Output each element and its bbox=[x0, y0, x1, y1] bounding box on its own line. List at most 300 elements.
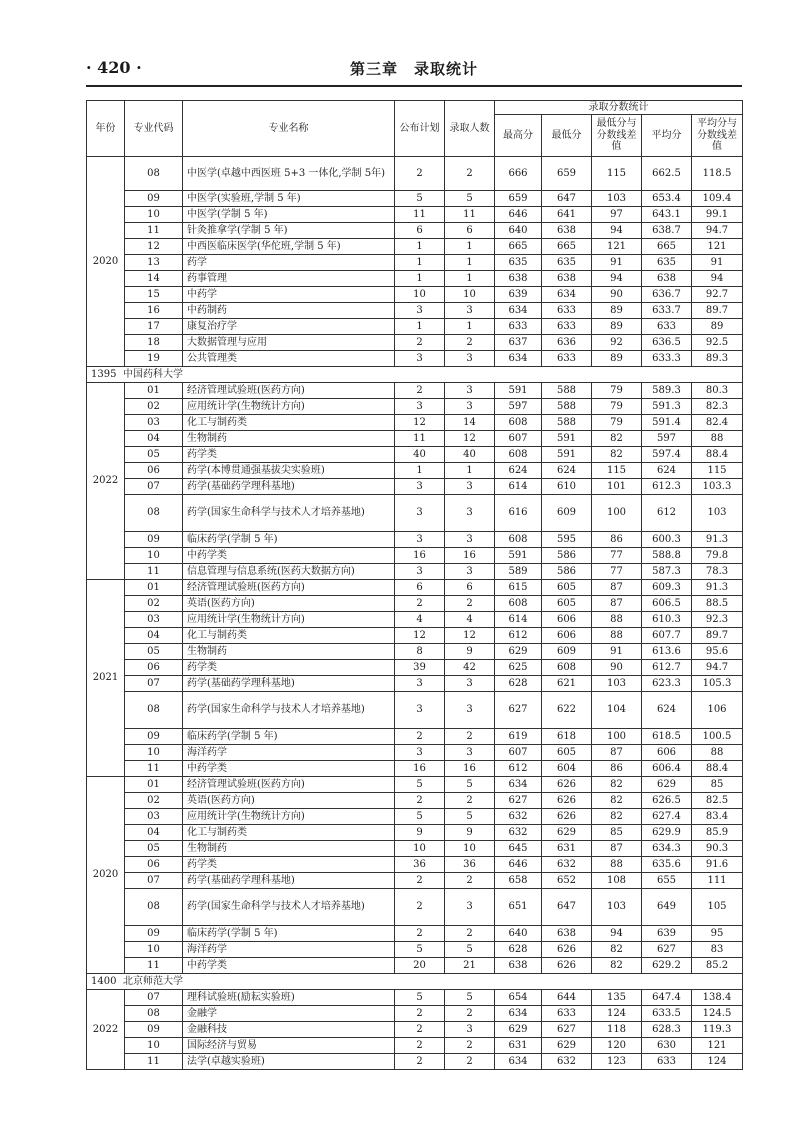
table-row bbox=[87, 399, 743, 415]
major-name-cell: 化工与制药类 bbox=[183, 415, 395, 431]
major-code-cell: 11 bbox=[125, 761, 183, 777]
major-name-cell: 康复治疗学 bbox=[183, 319, 395, 335]
plan-cell: 16 bbox=[395, 761, 445, 777]
avg-score-cell: 649 bbox=[642, 889, 692, 926]
admitted-cell: 3 bbox=[445, 692, 495, 729]
max-score-cell: 638 bbox=[495, 958, 542, 974]
table-row bbox=[87, 580, 743, 596]
major-name-cell: 药学类 bbox=[183, 660, 395, 676]
table-row bbox=[87, 191, 743, 207]
min-score-cell: 647 bbox=[542, 889, 592, 926]
plan-cell: 2 bbox=[395, 889, 445, 926]
major-code-cell: 11 bbox=[125, 564, 183, 580]
major-code-cell: 01 bbox=[125, 777, 183, 793]
min-diff-cell: 120 bbox=[592, 1038, 642, 1054]
admitted-cell: 6 bbox=[445, 223, 495, 239]
max-score-cell: 659 bbox=[495, 191, 542, 207]
admitted-cell: 3 bbox=[445, 564, 495, 580]
table-row bbox=[87, 564, 743, 580]
major-code-cell: 06 bbox=[125, 463, 183, 479]
max-score-cell: 634 bbox=[495, 777, 542, 793]
major-name-cell: 海洋药学 bbox=[183, 745, 395, 761]
avg-diff-cell: 91 bbox=[692, 255, 743, 271]
chapter-title: 第三章 录取统计 bbox=[349, 60, 478, 78]
min-score-cell: 633 bbox=[542, 1006, 592, 1022]
avg-score-cell: 597 bbox=[642, 431, 692, 447]
major-code-cell: 07 bbox=[125, 676, 183, 692]
admitted-cell: 2 bbox=[445, 335, 495, 351]
min-score-cell: 629 bbox=[542, 825, 592, 841]
major-code-cell: 14 bbox=[125, 271, 183, 287]
max-score-cell: 612 bbox=[495, 628, 542, 644]
admitted-cell: 9 bbox=[445, 644, 495, 660]
min-diff-cell: 87 bbox=[592, 841, 642, 857]
major-code-cell: 17 bbox=[125, 319, 183, 335]
table-row bbox=[87, 1054, 743, 1070]
major-code-cell: 02 bbox=[125, 793, 183, 809]
major-name-cell: 中医学(学制 5 年) bbox=[183, 207, 395, 223]
avg-diff-cell: 91.3 bbox=[692, 532, 743, 548]
table-row bbox=[87, 628, 743, 644]
admitted-cell: 5 bbox=[445, 942, 495, 958]
avg-diff-cell: 121 bbox=[692, 239, 743, 255]
major-code-cell: 04 bbox=[125, 431, 183, 447]
avg-score-cell: 591.4 bbox=[642, 415, 692, 431]
avg-diff-cell: 88 bbox=[692, 431, 743, 447]
header-rule bbox=[86, 85, 742, 87]
min-score-cell: 638 bbox=[542, 223, 592, 239]
min-score-cell: 605 bbox=[542, 596, 592, 612]
max-score-cell: 629 bbox=[495, 644, 542, 660]
min-score-cell: 626 bbox=[542, 958, 592, 974]
plan-cell: 6 bbox=[395, 223, 445, 239]
admitted-cell: 14 bbox=[445, 415, 495, 431]
min-diff-cell: 86 bbox=[592, 761, 642, 777]
min-diff-cell: 87 bbox=[592, 580, 642, 596]
plan-cell: 40 bbox=[395, 447, 445, 463]
major-code-cell: 06 bbox=[125, 660, 183, 676]
max-score-cell: 634 bbox=[495, 1006, 542, 1022]
min-diff-cell: 92 bbox=[592, 335, 642, 351]
min-score-cell: 633 bbox=[542, 351, 592, 367]
max-score-cell: 640 bbox=[495, 926, 542, 942]
plan-cell: 1 bbox=[395, 271, 445, 287]
plan-cell: 2 bbox=[395, 1054, 445, 1070]
avg-diff-cell: 100.5 bbox=[692, 729, 743, 745]
avg-score-cell: 629 bbox=[642, 777, 692, 793]
min-diff-cell: 89 bbox=[592, 351, 642, 367]
col-max: 最高分 bbox=[495, 115, 542, 157]
major-code-cell: 10 bbox=[125, 207, 183, 223]
avg-score-cell: 600.3 bbox=[642, 532, 692, 548]
min-diff-cell: 79 bbox=[592, 383, 642, 399]
avg-score-cell: 634.3 bbox=[642, 841, 692, 857]
min-diff-cell: 82 bbox=[592, 809, 642, 825]
admitted-cell: 42 bbox=[445, 660, 495, 676]
col-major-name: 专业名称 bbox=[183, 101, 395, 157]
major-name-cell: 应用统计学(生物统计方向) bbox=[183, 612, 395, 628]
max-score-cell: 624 bbox=[495, 463, 542, 479]
col-min-diff: 最低分与分数线差值 bbox=[592, 115, 642, 157]
col-avg-diff: 平均分与分数线差值 bbox=[692, 115, 743, 157]
major-code-cell: 05 bbox=[125, 841, 183, 857]
min-score-cell: 659 bbox=[542, 157, 592, 191]
plan-cell: 10 bbox=[395, 841, 445, 857]
min-score-cell: 638 bbox=[542, 271, 592, 287]
plan-cell: 2 bbox=[395, 1022, 445, 1038]
max-score-cell: 645 bbox=[495, 841, 542, 857]
avg-diff-cell: 109.4 bbox=[692, 191, 743, 207]
avg-score-cell: 639 bbox=[642, 926, 692, 942]
table-row bbox=[87, 926, 743, 942]
min-diff-cell: 87 bbox=[592, 596, 642, 612]
avg-diff-cell: 111 bbox=[692, 873, 743, 889]
school-name: 中国药科大学 bbox=[123, 368, 183, 380]
max-score-cell: 614 bbox=[495, 479, 542, 495]
major-code-cell: 03 bbox=[125, 612, 183, 628]
min-score-cell: 632 bbox=[542, 857, 592, 873]
plan-cell: 2 bbox=[395, 1038, 445, 1054]
max-score-cell: 612 bbox=[495, 761, 542, 777]
max-score-cell: 589 bbox=[495, 564, 542, 580]
admitted-cell: 1 bbox=[445, 319, 495, 335]
max-score-cell: 637 bbox=[495, 335, 542, 351]
min-score-cell: 618 bbox=[542, 729, 592, 745]
major-code-cell: 18 bbox=[125, 335, 183, 351]
major-code-cell: 11 bbox=[125, 958, 183, 974]
plan-cell: 2 bbox=[395, 1006, 445, 1022]
plan-cell: 12 bbox=[395, 628, 445, 644]
table-row bbox=[87, 660, 743, 676]
admitted-cell: 12 bbox=[445, 628, 495, 644]
min-score-cell: 604 bbox=[542, 761, 592, 777]
min-score-cell: 586 bbox=[542, 564, 592, 580]
max-score-cell: 651 bbox=[495, 889, 542, 926]
table-row bbox=[87, 958, 743, 974]
max-score-cell: 597 bbox=[495, 399, 542, 415]
table-row bbox=[87, 676, 743, 692]
plan-cell: 20 bbox=[395, 958, 445, 974]
major-name-cell: 药学(基础药学理科基地) bbox=[183, 873, 395, 889]
min-diff-cell: 85 bbox=[592, 825, 642, 841]
min-diff-cell: 123 bbox=[592, 1054, 642, 1070]
year-cell: 2022 bbox=[87, 383, 125, 580]
min-diff-cell: 82 bbox=[592, 777, 642, 793]
major-name-cell: 生物制药 bbox=[183, 644, 395, 660]
avg-score-cell: 627.4 bbox=[642, 809, 692, 825]
avg-score-cell: 609.3 bbox=[642, 580, 692, 596]
table-row bbox=[87, 761, 743, 777]
max-score-cell: 631 bbox=[495, 1038, 542, 1054]
admitted-cell: 4 bbox=[445, 612, 495, 628]
avg-diff-cell: 78.3 bbox=[692, 564, 743, 580]
major-name-cell: 临床药学(学制 5 年) bbox=[183, 729, 395, 745]
major-name-cell: 中药学类 bbox=[183, 548, 395, 564]
major-name-cell: 药学 bbox=[183, 255, 395, 271]
min-score-cell: 608 bbox=[542, 660, 592, 676]
max-score-cell: 646 bbox=[495, 207, 542, 223]
plan-cell: 11 bbox=[395, 207, 445, 223]
min-diff-cell: 88 bbox=[592, 628, 642, 644]
plan-cell: 3 bbox=[395, 479, 445, 495]
table-row bbox=[87, 809, 743, 825]
avg-score-cell: 629.9 bbox=[642, 825, 692, 841]
avg-score-cell: 636.5 bbox=[642, 335, 692, 351]
plan-cell: 3 bbox=[395, 676, 445, 692]
table-row bbox=[87, 644, 743, 660]
major-name-cell: 药学类 bbox=[183, 857, 395, 873]
major-name-cell: 英语(医药方向) bbox=[183, 596, 395, 612]
min-score-cell: 624 bbox=[542, 463, 592, 479]
plan-cell: 3 bbox=[395, 303, 445, 319]
avg-score-cell: 624 bbox=[642, 692, 692, 729]
avg-diff-cell: 83 bbox=[692, 942, 743, 958]
major-code-cell: 08 bbox=[125, 889, 183, 926]
min-score-cell: 627 bbox=[542, 1022, 592, 1038]
table-row bbox=[87, 303, 743, 319]
admitted-cell: 3 bbox=[445, 383, 495, 399]
major-code-cell: 08 bbox=[125, 1006, 183, 1022]
min-score-cell: 626 bbox=[542, 777, 592, 793]
avg-diff-cell: 91.6 bbox=[692, 857, 743, 873]
plan-cell: 4 bbox=[395, 612, 445, 628]
max-score-cell: 627 bbox=[495, 793, 542, 809]
max-score-cell: 607 bbox=[495, 745, 542, 761]
avg-score-cell: 606.5 bbox=[642, 596, 692, 612]
major-name-cell: 信息管理与信息系统(医药大数据方向) bbox=[183, 564, 395, 580]
max-score-cell: 608 bbox=[495, 447, 542, 463]
major-name-cell: 中药学类 bbox=[183, 761, 395, 777]
avg-score-cell: 606 bbox=[642, 745, 692, 761]
admitted-cell: 5 bbox=[445, 990, 495, 1006]
table-row bbox=[87, 335, 743, 351]
year-cell: 2022 bbox=[87, 990, 125, 1070]
plan-cell: 11 bbox=[395, 431, 445, 447]
table-row bbox=[87, 207, 743, 223]
min-diff-cell: 118 bbox=[592, 1022, 642, 1038]
school-cell bbox=[87, 367, 743, 383]
max-score-cell: 608 bbox=[495, 596, 542, 612]
max-score-cell: 607 bbox=[495, 431, 542, 447]
avg-score-cell: 624 bbox=[642, 463, 692, 479]
avg-diff-cell: 105 bbox=[692, 889, 743, 926]
table-row bbox=[87, 873, 743, 889]
plan-cell: 12 bbox=[395, 415, 445, 431]
admitted-cell: 5 bbox=[445, 809, 495, 825]
min-diff-cell: 82 bbox=[592, 793, 642, 809]
avg-diff-cell: 88.5 bbox=[692, 596, 743, 612]
major-name-cell: 化工与制药类 bbox=[183, 825, 395, 841]
max-score-cell: 632 bbox=[495, 809, 542, 825]
admitted-cell: 2 bbox=[445, 729, 495, 745]
plan-cell: 3 bbox=[395, 399, 445, 415]
major-code-cell: 16 bbox=[125, 303, 183, 319]
major-code-cell: 07 bbox=[125, 479, 183, 495]
admitted-cell: 3 bbox=[445, 351, 495, 367]
avg-score-cell: 606.4 bbox=[642, 761, 692, 777]
avg-diff-cell: 91.3 bbox=[692, 580, 743, 596]
max-score-cell: 654 bbox=[495, 990, 542, 1006]
plan-cell: 2 bbox=[395, 873, 445, 889]
major-code-cell: 09 bbox=[125, 729, 183, 745]
major-name-cell: 药学(基础药学理科基地) bbox=[183, 676, 395, 692]
admitted-cell: 16 bbox=[445, 761, 495, 777]
avg-score-cell: 613.6 bbox=[642, 644, 692, 660]
major-code-cell: 04 bbox=[125, 825, 183, 841]
major-name-cell: 公共管理类 bbox=[183, 351, 395, 367]
table-row bbox=[87, 793, 743, 809]
admitted-cell: 2 bbox=[445, 1054, 495, 1070]
min-diff-cell: 94 bbox=[592, 223, 642, 239]
major-name-cell: 药学(国家生命科学与技术人才培养基地) bbox=[183, 495, 395, 532]
major-name-cell: 中西医临床医学(华佗班,学制 5 年) bbox=[183, 239, 395, 255]
max-score-cell: 619 bbox=[495, 729, 542, 745]
avg-diff-cell: 92.3 bbox=[692, 612, 743, 628]
min-diff-cell: 90 bbox=[592, 287, 642, 303]
min-score-cell: 586 bbox=[542, 548, 592, 564]
min-diff-cell: 82 bbox=[592, 431, 642, 447]
major-name-cell: 药学(国家生命科学与技术人才培养基地) bbox=[183, 692, 395, 729]
min-diff-cell: 115 bbox=[592, 157, 642, 191]
major-name-cell: 生物制药 bbox=[183, 431, 395, 447]
min-score-cell: 644 bbox=[542, 990, 592, 1006]
admitted-cell: 5 bbox=[445, 777, 495, 793]
table-row bbox=[87, 383, 743, 399]
table-row bbox=[87, 271, 743, 287]
plan-cell: 8 bbox=[395, 644, 445, 660]
max-score-cell: 633 bbox=[495, 319, 542, 335]
min-score-cell: 588 bbox=[542, 383, 592, 399]
max-score-cell: 591 bbox=[495, 383, 542, 399]
major-name-cell: 应用统计学(生物统计方向) bbox=[183, 809, 395, 825]
table-row bbox=[87, 463, 743, 479]
min-score-cell: 634 bbox=[542, 287, 592, 303]
avg-score-cell: 628.3 bbox=[642, 1022, 692, 1038]
table-body bbox=[87, 157, 743, 1070]
avg-diff-cell: 90.3 bbox=[692, 841, 743, 857]
max-score-cell: 634 bbox=[495, 303, 542, 319]
avg-diff-cell: 89.7 bbox=[692, 303, 743, 319]
min-score-cell: 609 bbox=[542, 495, 592, 532]
major-name-cell: 法学(卓越实验班) bbox=[183, 1054, 395, 1070]
max-score-cell: 639 bbox=[495, 287, 542, 303]
admitted-cell: 2 bbox=[445, 596, 495, 612]
table-row bbox=[87, 351, 743, 367]
page-number: · 420 · bbox=[86, 58, 142, 77]
avg-diff-cell: 138.4 bbox=[692, 990, 743, 1006]
major-name-cell: 药学(国家生命科学与技术人才培养基地) bbox=[183, 889, 395, 926]
avg-score-cell: 597.4 bbox=[642, 447, 692, 463]
major-name-cell: 经济管理试验班(医药方向) bbox=[183, 580, 395, 596]
min-score-cell: 631 bbox=[542, 841, 592, 857]
major-code-cell: 05 bbox=[125, 447, 183, 463]
admitted-cell: 16 bbox=[445, 548, 495, 564]
min-score-cell: 622 bbox=[542, 692, 592, 729]
min-score-cell: 588 bbox=[542, 415, 592, 431]
table-row bbox=[87, 447, 743, 463]
avg-score-cell: 589.3 bbox=[642, 383, 692, 399]
max-score-cell: 634 bbox=[495, 351, 542, 367]
table-row bbox=[87, 223, 743, 239]
min-diff-cell: 121 bbox=[592, 239, 642, 255]
avg-diff-cell: 89 bbox=[692, 319, 743, 335]
avg-score-cell: 612.7 bbox=[642, 660, 692, 676]
major-name-cell: 中药制药 bbox=[183, 303, 395, 319]
major-name-cell: 金融科技 bbox=[183, 1022, 395, 1038]
avg-score-cell: 635.6 bbox=[642, 857, 692, 873]
major-name-cell: 经济管理试验班(医药方向) bbox=[183, 383, 395, 399]
max-score-cell: 666 bbox=[495, 157, 542, 191]
max-score-cell: 632 bbox=[495, 825, 542, 841]
major-code-cell: 08 bbox=[125, 495, 183, 532]
max-score-cell: 614 bbox=[495, 612, 542, 628]
min-diff-cell: 103 bbox=[592, 676, 642, 692]
avg-diff-cell: 88.4 bbox=[692, 447, 743, 463]
admitted-cell: 3 bbox=[445, 1022, 495, 1038]
admitted-cell: 2 bbox=[445, 1038, 495, 1054]
avg-diff-cell: 92.7 bbox=[692, 287, 743, 303]
admitted-cell: 1 bbox=[445, 271, 495, 287]
max-score-cell: 640 bbox=[495, 223, 542, 239]
avg-score-cell: 588.8 bbox=[642, 548, 692, 564]
school-code: 1395 bbox=[91, 368, 117, 380]
admitted-cell: 2 bbox=[445, 1006, 495, 1022]
admitted-cell: 3 bbox=[445, 676, 495, 692]
avg-score-cell: 618.5 bbox=[642, 729, 692, 745]
min-score-cell: 605 bbox=[542, 745, 592, 761]
min-score-cell: 652 bbox=[542, 873, 592, 889]
avg-diff-cell: 85.9 bbox=[692, 825, 743, 841]
avg-diff-cell: 106 bbox=[692, 692, 743, 729]
table-row bbox=[87, 1038, 743, 1054]
major-name-cell: 中医学(卓越中西医班 5+3 一体化,学制 5年) bbox=[183, 157, 395, 191]
admitted-cell: 10 bbox=[445, 287, 495, 303]
min-score-cell: 621 bbox=[542, 676, 592, 692]
avg-diff-cell: 94.7 bbox=[692, 660, 743, 676]
admitted-cell: 36 bbox=[445, 857, 495, 873]
min-diff-cell: 77 bbox=[592, 548, 642, 564]
major-name-cell: 药学(本博贯通强基拔尖实验班) bbox=[183, 463, 395, 479]
avg-score-cell: 630 bbox=[642, 1038, 692, 1054]
major-code-cell: 01 bbox=[125, 383, 183, 399]
min-score-cell: 610 bbox=[542, 479, 592, 495]
avg-diff-cell: 92.5 bbox=[692, 335, 743, 351]
plan-cell: 5 bbox=[395, 777, 445, 793]
min-diff-cell: 94 bbox=[592, 926, 642, 942]
plan-cell: 2 bbox=[395, 335, 445, 351]
avg-diff-cell: 118.5 bbox=[692, 157, 743, 191]
min-score-cell: 591 bbox=[542, 431, 592, 447]
major-code-cell: 09 bbox=[125, 191, 183, 207]
admitted-cell: 3 bbox=[445, 399, 495, 415]
min-score-cell: 633 bbox=[542, 303, 592, 319]
avg-diff-cell: 121 bbox=[692, 1038, 743, 1054]
min-diff-cell: 86 bbox=[592, 532, 642, 548]
min-diff-cell: 103 bbox=[592, 889, 642, 926]
avg-score-cell: 623.3 bbox=[642, 676, 692, 692]
major-name-cell: 药学类 bbox=[183, 447, 395, 463]
major-code-cell: 10 bbox=[125, 745, 183, 761]
avg-diff-cell: 103.3 bbox=[692, 479, 743, 495]
major-code-cell: 06 bbox=[125, 857, 183, 873]
plan-cell: 5 bbox=[395, 191, 445, 207]
admitted-cell: 5 bbox=[445, 191, 495, 207]
avg-diff-cell: 82.5 bbox=[692, 793, 743, 809]
plan-cell: 1 bbox=[395, 463, 445, 479]
max-score-cell: 658 bbox=[495, 873, 542, 889]
avg-score-cell: 633.3 bbox=[642, 351, 692, 367]
min-score-cell: 609 bbox=[542, 644, 592, 660]
